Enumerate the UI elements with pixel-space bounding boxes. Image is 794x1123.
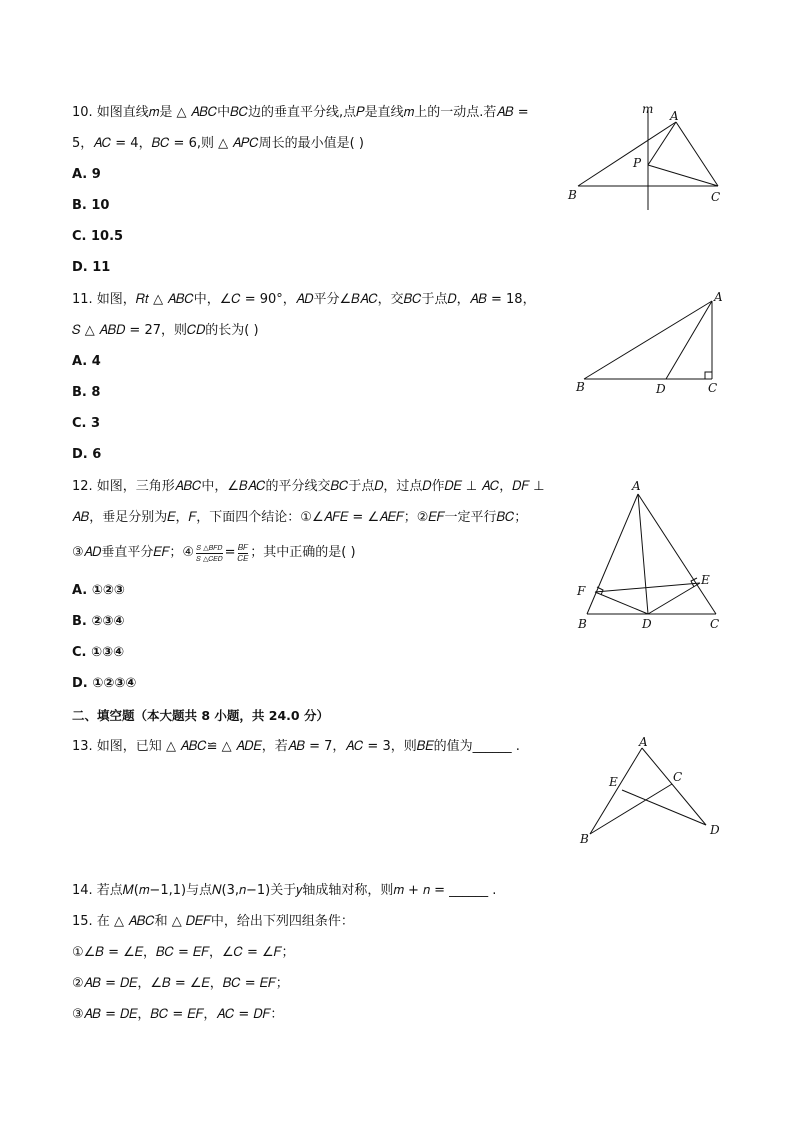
right-angle-mark xyxy=(705,372,712,379)
label-a: A xyxy=(714,290,723,304)
q11-option-a: A. 4 xyxy=(72,354,101,369)
label-c: C xyxy=(708,381,718,395)
q12-option-d: D. ①②③④ xyxy=(72,676,137,691)
label-c: C xyxy=(711,190,721,204)
q15-condition-3: ③𝐴𝐵 = 𝐷𝐸，𝐵𝐶 = 𝐸𝐹，𝐴𝐶 = 𝐷𝐹： xyxy=(72,1007,284,1022)
label-a: A xyxy=(639,735,648,749)
label-f: F xyxy=(577,584,586,598)
q11-stem-line2: 𝑆 △ 𝐴𝐵𝐷 = 27，则𝐶𝐷的长为( ) xyxy=(72,323,259,338)
segment-ab xyxy=(587,494,638,614)
q10-option-c: C. 10.5 xyxy=(72,229,124,244)
q12-stem-line3 xyxy=(72,540,356,566)
q15-stem: 15. 在 △ 𝐴𝐵𝐶和 △ 𝐷𝐸𝐹中，给出下列四组条件： xyxy=(72,914,354,929)
segment-ad xyxy=(638,494,648,614)
fraction-area-numerator: 𝑆 △𝐵𝐹𝐷 xyxy=(196,543,223,552)
label-e: E xyxy=(609,775,618,789)
label-d: D xyxy=(710,823,720,837)
segment-ap xyxy=(648,122,676,165)
q11-option-d: D. 6 xyxy=(72,447,102,462)
q12-stem-line2: 𝐴𝐵，垂足分别为𝐸，𝐹，下面四个结论：①∠𝐴𝐹𝐸 = ∠𝐴𝐸𝐹；②𝐸𝐹一定平行𝐵𝐶； xyxy=(72,510,528,525)
label-b: B xyxy=(568,188,577,202)
label-b: B xyxy=(576,380,585,394)
q15-condition-1: ①∠𝐵 = ∠𝐸，𝐵𝐶 = 𝐸𝐹，∠𝐶 = ∠𝐹； xyxy=(72,945,295,960)
q12-fraction-area xyxy=(196,543,223,564)
label-m: m xyxy=(642,102,654,116)
q11-option-c: C. 3 xyxy=(72,416,101,431)
q13-stem: 13. 如图，已知 △ 𝐴𝐵𝐶≌ △ 𝐴𝐷𝐸，若𝐴𝐵 = 7，𝐴𝐶 = 3，则𝐵𝐸的值为______ . xyxy=(72,739,520,754)
q12-option-c: C. ①③④ xyxy=(72,645,125,660)
segment-ad xyxy=(642,748,706,825)
segment-ed xyxy=(622,790,706,825)
segment-de xyxy=(648,583,700,614)
segment-ab xyxy=(578,122,676,186)
q12-figure xyxy=(570,478,730,634)
q13-figure xyxy=(572,734,732,850)
q12-line3-start: ③𝐴𝐷垂直平分𝐸𝐹；④ xyxy=(72,545,195,560)
segment-pc xyxy=(648,165,718,186)
q11-option-b: B. 8 xyxy=(72,385,101,400)
q14-stem: 14. 若点𝑀(𝑚−1,1)与点𝑁(3,𝑛−1)关于𝑦轴成轴对称，则𝑚 + 𝑛 = ______ . xyxy=(72,883,497,898)
q10-figure xyxy=(560,98,730,213)
segment-ab xyxy=(590,748,642,834)
label-p: P xyxy=(633,156,642,170)
label-b: B xyxy=(578,617,587,631)
segment-ab xyxy=(584,301,712,379)
q12-option-a: A. ①②③ xyxy=(72,583,125,598)
segment-ac xyxy=(676,122,718,186)
equals-sign: = xyxy=(224,545,236,560)
label-a: A xyxy=(632,479,641,493)
q11-stem-line1: 11. 如图，𝑅𝑡 △ 𝐴𝐵𝐶中，∠𝐶 = 90°，𝐴𝐷平分∠𝐵𝐴𝐶，交𝐵𝐶于点𝐷，𝐴𝐵 = 18， xyxy=(72,292,536,307)
segment-ad xyxy=(666,301,712,379)
q11-figure xyxy=(570,287,730,399)
segment-fe xyxy=(595,583,700,592)
label-c: C xyxy=(710,617,720,631)
segment-ac xyxy=(638,494,716,614)
q12-line3-end: ；其中正确的是( ) xyxy=(250,545,356,560)
segment-df xyxy=(595,592,648,614)
q10-option-a: A. 9 xyxy=(72,167,101,182)
label-d: D xyxy=(642,617,652,631)
label-d: D xyxy=(656,382,666,396)
label-e: E xyxy=(701,573,710,587)
q12-option-b: B. ②③④ xyxy=(72,614,125,629)
fraction-segment-denominator: 𝐶𝐸 xyxy=(237,553,249,563)
segment-bc xyxy=(590,784,672,834)
fraction-segment-numerator: 𝐵𝐹 xyxy=(237,542,248,552)
fraction-area-denominator: 𝑆 △𝐶𝐸𝐷 xyxy=(196,554,223,563)
q12-fraction-segments xyxy=(238,543,249,564)
label-a: A xyxy=(670,109,679,123)
label-b: B xyxy=(580,832,589,846)
q10-stem-line2: 5，𝐴𝐶 = 4，𝐵𝐶 = 6,则 △ 𝐴𝑃𝐶周长的最小值是( ) xyxy=(72,136,364,151)
q10-stem-line1: 10. 如图直线𝑚是 △ 𝐴𝐵𝐶中𝐵𝐶边的垂直平分线,点𝑃是直线𝑚上的一动点.若𝐴𝐵 = xyxy=(72,105,529,120)
q10-option-d: D. 11 xyxy=(72,260,111,275)
label-c: C xyxy=(673,770,683,784)
q10-option-b: B. 10 xyxy=(72,198,110,213)
q15-condition-2: ②𝐴𝐵 = 𝐷𝐸，∠𝐵 = ∠𝐸，𝐵𝐶 = 𝐸𝐹； xyxy=(72,976,289,991)
q12-stem-line1: 12. 如图，三角形𝐴𝐵𝐶中，∠𝐵𝐴𝐶的平分线交𝐵𝐶于点𝐷，过点𝐷作𝐷𝐸 ⊥ 𝐴𝐶，𝐷𝐹 ⊥ xyxy=(72,479,545,494)
section-fill-in-blank-header: 二、填空题（本大题共 8 小题，共 24.0 分） xyxy=(72,708,329,723)
